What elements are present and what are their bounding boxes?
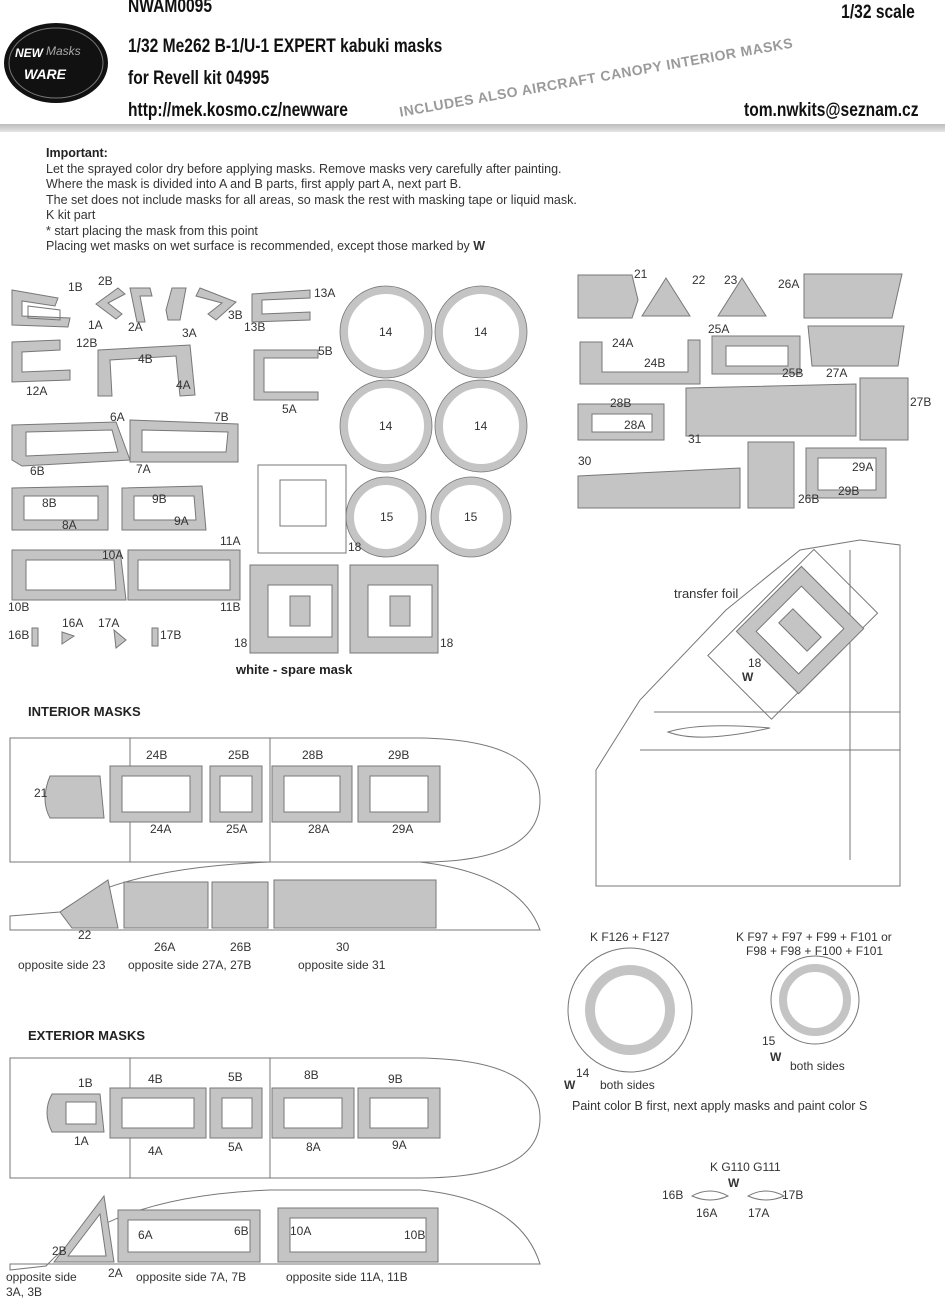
instruction-line: * start placing the mask from this point <box>46 223 258 238</box>
part-label: 28A <box>308 822 330 836</box>
spare-mask-caption: white - spare mask <box>236 662 353 677</box>
part-label: 21 <box>34 786 48 800</box>
part-label: 6A <box>110 410 125 424</box>
logo-text-new: NEW <box>15 46 43 60</box>
part-label: 18 <box>748 656 762 670</box>
part-label: 17B <box>782 1188 804 1202</box>
part-label: 11B <box>220 600 241 614</box>
exterior-masks-heading: EXTERIOR MASKS <box>28 1028 146 1043</box>
part-label: 10B <box>404 1228 426 1242</box>
part-label: 24B <box>146 748 168 762</box>
website-url: http://mek.kosmo.cz/newware <box>128 100 348 121</box>
part-label: 1B <box>78 1076 93 1090</box>
part-label: 9B <box>152 492 167 506</box>
part-label: 29B <box>838 484 860 498</box>
wet-mark-icon: W <box>742 670 754 684</box>
part-label: 2B <box>98 274 113 288</box>
part-label: 1B <box>68 280 83 294</box>
opposite-side-note: opposite side 7A, 7B <box>136 1270 247 1284</box>
includes-stamp: INCLUDES ALSO AIRCRAFT CANOPY INTERIOR MASKS <box>398 34 795 120</box>
part-label: 26B <box>230 940 252 954</box>
part-label: 22 <box>692 273 706 287</box>
part-label: 17A <box>748 1206 770 1220</box>
part-label: 30 <box>578 454 592 468</box>
part-label: 2B <box>52 1244 67 1258</box>
part-label: 29A <box>852 460 874 474</box>
part-label: 12A <box>26 384 48 398</box>
part-label: 26A <box>778 277 800 291</box>
part-label: 4A <box>148 1144 163 1158</box>
part-label: 7B <box>214 410 229 424</box>
page-subtitle: for Revell kit 04995 <box>128 68 270 89</box>
part-label: 28B <box>302 748 324 762</box>
part-label: 10B <box>8 600 30 614</box>
part-label: 29A <box>392 822 414 836</box>
part-label: 25B <box>782 366 804 380</box>
part-label: 11A <box>220 534 241 548</box>
part-label: 16B <box>8 628 30 642</box>
instruction-line: Where the mask is divided into A and B parts, first apply part A, next part B. <box>46 177 462 191</box>
instruction-line: The set does not include masks for all areas, so mask the rest with masking tape or liquid mask. <box>46 192 577 207</box>
part-label: 5B <box>318 344 333 358</box>
instructions-block <box>46 146 577 255</box>
part-label: 29B <box>388 748 410 762</box>
part-label: 27A <box>826 366 848 380</box>
part-label: 18 <box>348 540 362 554</box>
tail-fin-diagram <box>596 540 900 886</box>
part-label: 13B <box>244 320 266 334</box>
part-label: 5A <box>228 1140 243 1154</box>
wet-mark-icon: W <box>473 239 486 253</box>
part-label: 13A <box>314 286 336 300</box>
part-label: 30 <box>336 940 350 954</box>
wheel-rings <box>340 286 527 557</box>
exterior-canopy-side <box>10 1190 540 1270</box>
wet-mark-icon: W <box>770 1050 782 1064</box>
instructions-heading: Important: <box>46 146 108 160</box>
part-label: 8B <box>42 496 57 510</box>
both-sides-note: both sides <box>600 1078 655 1092</box>
part-label: 16A <box>62 616 84 630</box>
part-label: 2A <box>108 1266 123 1280</box>
part-label: 28A <box>624 418 646 432</box>
part-label: 6B <box>30 464 45 478</box>
newware-logo <box>4 23 108 103</box>
part-label: 3A <box>182 326 197 340</box>
instruction-line <box>46 239 577 255</box>
opposite-side-note: opposite side 3A, 3B <box>6 1270 77 1299</box>
wheel-left-title: K F126 + F127 <box>590 930 670 944</box>
part-label: 15 <box>464 510 478 524</box>
part-label: 16B <box>662 1188 684 1202</box>
part-label: 9B <box>388 1072 403 1086</box>
interior-canopy-side <box>10 862 540 930</box>
part-label: 10A <box>102 548 124 562</box>
part-label: 25A <box>226 822 248 836</box>
part-label: 28B <box>610 396 632 410</box>
part-label: 14 <box>379 419 393 433</box>
part-label: 1A <box>88 318 103 332</box>
part-label: 10A <box>290 1224 312 1238</box>
part-label: 22 <box>78 928 92 942</box>
part-label: 18 <box>234 636 248 650</box>
part-label: 14 <box>474 419 488 433</box>
opposite-side-note: opposite side 27A, 27B <box>128 958 252 972</box>
product-code: NWAM0095 <box>128 0 212 17</box>
page-title: 1/32 Me262 B-1/U-1 EXPERT kabuki masks <box>128 36 443 57</box>
lights-title: K G110 G111 <box>710 1160 781 1174</box>
logo-text-ware: WARE <box>24 66 66 82</box>
part-label: 6B <box>234 1224 249 1238</box>
opposite-side-note: opposite side 11A, 11B <box>286 1270 408 1284</box>
contact-email: tom.nwkits@seznam.cz <box>744 100 919 121</box>
paint-note: Paint color B first, next apply masks and paint color S <box>572 1099 868 1113</box>
navigation-lights <box>692 1191 784 1200</box>
part-label: 4B <box>138 352 153 366</box>
part-label: 15 <box>762 1034 776 1048</box>
part-label: 12B <box>76 336 98 350</box>
part-label: 4A <box>176 378 191 392</box>
part-label: 7A <box>136 462 151 476</box>
both-sides-note: both sides <box>790 1059 845 1073</box>
part-label: 23 <box>724 273 738 287</box>
wheel-hubs <box>568 948 859 1072</box>
part-label: 26B <box>798 492 820 506</box>
part-label: 14 <box>576 1066 590 1080</box>
part-label: 9A <box>392 1138 407 1152</box>
opposite-side-note: opposite side 31 <box>298 958 386 972</box>
part-label: 1A <box>74 1134 89 1148</box>
part-label: 5B <box>228 1070 243 1084</box>
part-label: 17B <box>160 628 182 642</box>
part-label: 14 <box>474 325 488 339</box>
part-label: 15 <box>380 510 394 524</box>
part-label: 8A <box>62 518 77 532</box>
instruction-line: Let the sprayed color dry before applying masks. Remove masks very carefully after painting. <box>46 161 562 176</box>
interior-canopy-top <box>10 738 540 862</box>
part-label: 21 <box>634 267 648 281</box>
part-label: 14 <box>379 325 393 339</box>
part-label: 18 <box>440 636 454 650</box>
opposite-side-note: opposite side 23 <box>18 958 106 972</box>
scale-label: 1/32 scale <box>841 2 915 23</box>
wheel-right-title: F98 + F98 + F100 + F101 <box>746 944 884 958</box>
part-label: 27B <box>910 395 932 409</box>
part-label: 26A <box>154 940 176 954</box>
header-divider <box>0 124 945 132</box>
part-label: 4B <box>148 1072 163 1086</box>
part-label: 9A <box>174 514 189 528</box>
part-label: 24B <box>644 356 666 370</box>
part-label: 5A <box>282 402 297 416</box>
part-label: 2A <box>128 320 143 334</box>
part-label: 24A <box>150 822 172 836</box>
instruction-text: Placing wet masks on wet surface is recommended, except those marked by <box>46 239 470 253</box>
part-label: 25A <box>708 322 730 336</box>
part-label: 8A <box>306 1140 321 1154</box>
part-label: 17A <box>98 616 120 630</box>
logo-text-masks: Masks <box>46 44 81 58</box>
part-label: 8B <box>304 1068 319 1082</box>
part-label: 6A <box>138 1228 153 1242</box>
part-label: 25B <box>228 748 250 762</box>
part-label: 24A <box>612 336 634 350</box>
part-label: 3B <box>228 308 243 322</box>
wet-mark-icon: W <box>564 1078 576 1092</box>
part-label: 16A <box>696 1206 718 1220</box>
wheel-right-title: K F97 + F97 + F99 + F101 or <box>736 930 892 944</box>
interior-masks-heading: INTERIOR MASKS <box>28 704 141 719</box>
transfer-foil-label: transfer foil <box>674 586 739 601</box>
instruction-line: K kit part <box>46 208 96 222</box>
part-label: 31 <box>688 432 702 446</box>
wet-mark-icon: W <box>728 1176 740 1190</box>
